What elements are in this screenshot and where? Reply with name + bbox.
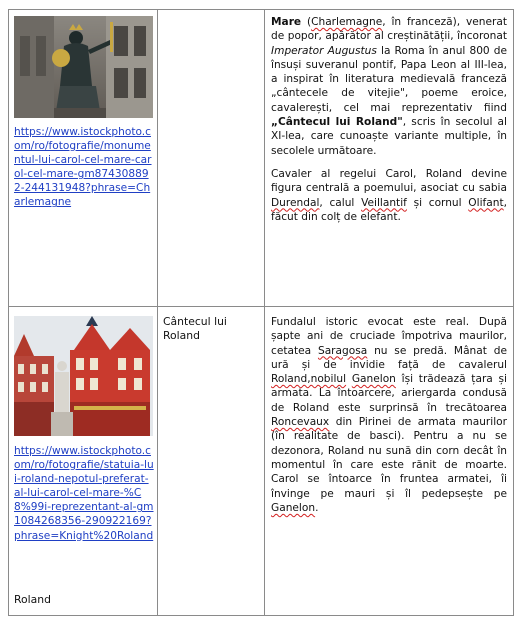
text-segment: nu se predă. Mânat de ură și de invidie față de cavalerul bbox=[271, 344, 507, 371]
row2-title: Cântecul lui Roland bbox=[163, 315, 227, 342]
spell-flagged-word: Olifant bbox=[468, 196, 504, 209]
row1-text-cell bbox=[271, 15, 507, 233]
spell-flagged-word: Ganelon bbox=[271, 501, 316, 514]
row1-media-cell bbox=[14, 16, 154, 301]
bold-start-text: Mare bbox=[271, 16, 302, 28]
column-divider-1 bbox=[157, 10, 158, 615]
row2-source-link[interactable]: https://www.istockphoto.com/ro/fotografie/statuia-lui-roland-nepotul-preferat-al-lui-carol-cel-mare-%C8%99i-reprezentant-al-gm1084268356-290922169?phrase=Knight%20Roland bbox=[14, 445, 154, 542]
text-segment: , în franceză), venerat de popor, apărător al creștinătății, încoronat bbox=[271, 16, 507, 43]
text-segment: , calul bbox=[319, 196, 362, 209]
row2-media-cell bbox=[14, 316, 154, 612]
poem-title-text: „Cântecul lui Roland" bbox=[271, 116, 403, 129]
row-divider bbox=[9, 306, 513, 307]
text-segment: la Roma în anul 800 de însuși suveranul pontif, Papa Leon al III-lea, a inspirat în literatura medievală franceză „cântecele de vitejie", poeme eroice, cavalerești, cel mai reprezentativ fiind bbox=[271, 44, 507, 114]
text-segment: , făcut din colț de elefant. bbox=[271, 196, 507, 223]
architecture-photo-icon bbox=[14, 316, 153, 436]
row2-paragraph bbox=[271, 315, 507, 515]
row1-paragraph-2 bbox=[271, 167, 507, 224]
text-segment: ( bbox=[301, 16, 312, 28]
italic-title-text: Imperator Augustus bbox=[271, 44, 377, 57]
row1-paragraph-1 bbox=[271, 15, 507, 158]
content-table bbox=[8, 9, 514, 616]
roland-statue-image bbox=[14, 316, 153, 436]
column-divider-2 bbox=[264, 10, 265, 615]
row2-text-cell bbox=[271, 315, 507, 524]
spell-flagged-word: Charlemagne bbox=[311, 16, 383, 28]
text-segment: și cornul bbox=[406, 196, 469, 209]
charlemagne-statue-image bbox=[14, 16, 153, 118]
statue-photo-icon bbox=[14, 16, 153, 118]
text-segment: Fundalul istoric evocat este real. După șapte ani de cruciade împotriva maurilor, cetatea bbox=[271, 316, 507, 357]
row1-source-link[interactable]: https://www.istockphoto.com/ro/fotografie/monumentul-lui-carol-cel-mare-carol-cel-mare-gm874308892-244131948?phrase=Charlemagne bbox=[14, 126, 152, 209]
text-segment: își trădează țara și armata. La întoarcere, ariergarda condusă de Roland este surprinsă în trecătoarea bbox=[271, 373, 507, 414]
spell-flagged-word: Ganelon bbox=[351, 373, 396, 386]
text-segment: Cavaler al regelui Carol, Roland devine figura centrală a poemului, asociat cu sabia bbox=[271, 167, 507, 195]
spell-flagged-word: Roland,nobilul bbox=[271, 373, 347, 386]
text-segment: , scris în secolul al XI-lea, care cunoaște variante multiple, în secolele următoare. bbox=[271, 116, 507, 157]
text-segment: . bbox=[315, 501, 319, 514]
spell-flagged-word: Roncevaux bbox=[271, 416, 330, 429]
row2-caption: Roland bbox=[14, 593, 51, 606]
spell-flagged-word: Saragosa bbox=[317, 344, 368, 357]
spell-flagged-word: Durendal bbox=[271, 196, 320, 209]
text-segment: din Pirinei de armata maurilor (în realitate de basci). Pentru a nu se dezonora, Roland nu sună din corn decât în momentul în care este rănit de moarte. Carol se întoarce în fruntea armatei, îi învinge pe mauri și îl pedepsește pe bbox=[271, 416, 507, 500]
spell-flagged-word: Veillantif bbox=[361, 196, 407, 209]
